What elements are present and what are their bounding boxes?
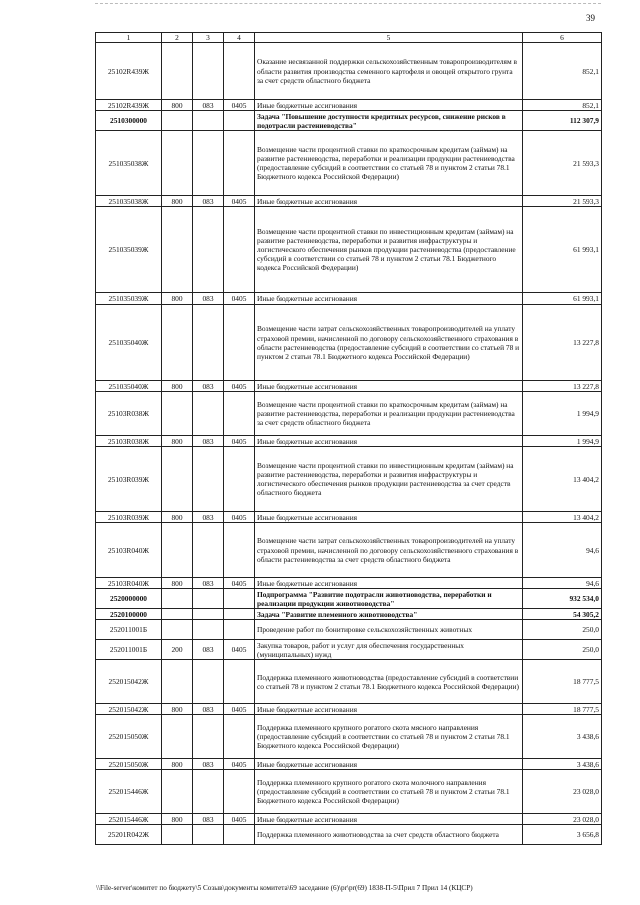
rz-cell: 083	[193, 640, 224, 660]
table-row	[96, 305, 602, 381]
pr-cell	[224, 620, 255, 640]
header-cell: 6	[523, 33, 602, 43]
rz-cell: 083	[193, 436, 224, 447]
rz-cell: 083	[193, 578, 224, 589]
kcsr-cell: 2510300000	[96, 111, 162, 131]
rz-cell	[193, 305, 224, 381]
pr-cell: 0405	[224, 704, 255, 715]
name-cell: Возмещение части процентной ставки по краткосрочным кредитам (займам) на развитие растениеводства, переработки и реализации продукции растениеводства за счет средств областного бюджета	[255, 392, 523, 436]
sum-cell: 21 593,3	[523, 196, 602, 207]
vr-cell: 800	[162, 759, 193, 770]
vr-cell	[162, 523, 193, 578]
vr-cell: 800	[162, 512, 193, 523]
kcsr-cell: 25103R038Ж	[96, 392, 162, 436]
kcsr-cell: 251035039Ж	[96, 207, 162, 293]
sum-cell: 112 307,9	[523, 111, 602, 131]
table-row	[96, 447, 602, 512]
table-row	[96, 660, 602, 704]
kcsr-cell: 251035040Ж	[96, 305, 162, 381]
header-cell: 3	[193, 33, 224, 43]
kcsr-cell: 25103R040Ж	[96, 523, 162, 578]
pr-cell: 0405	[224, 640, 255, 660]
table-row	[96, 640, 602, 660]
kcsr-cell: 25103R039Ж	[96, 512, 162, 523]
vr-cell	[162, 392, 193, 436]
pr-cell	[224, 589, 255, 609]
name-cell: Иные бюджетные ассигнования	[255, 196, 523, 207]
rz-cell: 083	[193, 704, 224, 715]
kcsr-cell: 25102R439Ж	[96, 100, 162, 111]
vr-cell	[162, 825, 193, 845]
pr-cell: 0405	[224, 196, 255, 207]
kcsr-cell: 25103R038Ж	[96, 436, 162, 447]
sum-cell: 1 994,9	[523, 392, 602, 436]
sum-cell: 3 656,8	[523, 825, 602, 845]
vr-cell: 800	[162, 100, 193, 111]
table-row	[96, 759, 602, 770]
budget-table	[95, 32, 602, 845]
name-cell: Возмещение части затрат сельскохозяйственных товаропроизводителей на уплату страховой премии, начисленной по договору сельскохозяйственного страхования в области растениеводства (предоставление субсидий в соответствии со статьей 78 и пунктом 2 статьи 78.1 Бюджетного кодекса Российской Федерации)	[255, 305, 523, 381]
pr-cell: 0405	[224, 578, 255, 589]
rz-cell	[193, 523, 224, 578]
sum-cell: 54 305,2	[523, 609, 602, 620]
table-row	[96, 381, 602, 392]
sum-cell: 23 028,0	[523, 770, 602, 814]
name-cell: Задача "Развитие племенного животноводства"	[255, 609, 523, 620]
rz-cell	[193, 770, 224, 814]
kcsr-cell: 252015446Ж	[96, 814, 162, 825]
kcsr-cell: 2520100000	[96, 609, 162, 620]
table-row	[96, 825, 602, 845]
sum-cell: 13 227,8	[523, 305, 602, 381]
pr-cell	[224, 111, 255, 131]
vr-cell: 800	[162, 814, 193, 825]
pr-cell	[224, 660, 255, 704]
vr-cell: 800	[162, 578, 193, 589]
vr-cell	[162, 715, 193, 759]
pr-cell: 0405	[224, 814, 255, 825]
rz-cell	[193, 447, 224, 512]
top-border-line	[95, 3, 601, 4]
rz-cell	[193, 715, 224, 759]
table-row	[96, 578, 602, 589]
name-cell: Подпрограмма "Развитие подотрасли животноводства, переработки и реализации продукции животноводства"	[255, 589, 523, 609]
vr-cell	[162, 207, 193, 293]
rz-cell	[193, 207, 224, 293]
name-cell: Иные бюджетные ассигнования	[255, 814, 523, 825]
kcsr-cell: 252011001Б	[96, 620, 162, 640]
rz-cell	[193, 131, 224, 196]
kcsr-cell: 25103R040Ж	[96, 578, 162, 589]
sum-cell: 3 438,6	[523, 759, 602, 770]
kcsr-cell: 2520000000	[96, 589, 162, 609]
name-cell: Иные бюджетные ассигнования	[255, 293, 523, 305]
kcsr-cell: 251035039Ж	[96, 293, 162, 305]
name-cell: Иные бюджетные ассигнования	[255, 436, 523, 447]
name-cell: Закупка товаров, работ и услуг для обеспечения государственных (муниципальных) нужд	[255, 640, 523, 660]
vr-cell	[162, 660, 193, 704]
rz-cell	[193, 620, 224, 640]
name-cell: Возмещение части процентной ставки по инвестиционным кредитам (займам) на развитие растениеводства, переработки и развития инфраструктуры и логистического обеспечения рынков продукции растениеводства за счет средств областного бюджета	[255, 447, 523, 512]
pr-cell: 0405	[224, 293, 255, 305]
table-row	[96, 111, 602, 131]
table-row	[96, 196, 602, 207]
vr-cell: 800	[162, 704, 193, 715]
table-row	[96, 436, 602, 447]
name-cell: Иные бюджетные ассигнования	[255, 512, 523, 523]
table-header-row	[96, 33, 602, 43]
table-row	[96, 715, 602, 759]
header-cell: 2	[162, 33, 193, 43]
kcsr-cell: 25201R042Ж	[96, 825, 162, 845]
kcsr-cell: 252015446Ж	[96, 770, 162, 814]
vr-cell	[162, 305, 193, 381]
sum-cell: 852,1	[523, 43, 602, 100]
table-row	[96, 100, 602, 111]
pr-cell: 0405	[224, 100, 255, 111]
kcsr-cell: 252015050Ж	[96, 715, 162, 759]
name-cell: Поддержка племенного животноводства за счет средств областного бюджета	[255, 825, 523, 845]
kcsr-cell: 251035038Ж	[96, 196, 162, 207]
sum-cell: 1 994,9	[523, 436, 602, 447]
file-path-footer: \\File-server\комитет по бюджету\5 Созыв\документы комитета\69 заседание (6)\рr\рr(69) 1838-П-5\Прил 7 Прил 14 (КЦСР)	[96, 884, 473, 892]
kcsr-cell: 252015042Ж	[96, 660, 162, 704]
pr-cell	[224, 715, 255, 759]
header-cell: 5	[255, 33, 523, 43]
pr-cell	[224, 305, 255, 381]
vr-cell: 200	[162, 640, 193, 660]
rz-cell: 083	[193, 814, 224, 825]
pr-cell	[224, 207, 255, 293]
kcsr-cell: 252015042Ж	[96, 704, 162, 715]
sum-cell: 932 534,0	[523, 589, 602, 609]
header-cell: 4	[224, 33, 255, 43]
table-row	[96, 770, 602, 814]
rz-cell	[193, 609, 224, 620]
name-cell: Иные бюджетные ассигнования	[255, 100, 523, 111]
sum-cell: 18 777,5	[523, 704, 602, 715]
name-cell: Иные бюджетные ассигнования	[255, 578, 523, 589]
table-row	[96, 589, 602, 609]
pr-cell	[224, 131, 255, 196]
pr-cell	[224, 523, 255, 578]
name-cell: Иные бюджетные ассигнования	[255, 759, 523, 770]
sum-cell: 13 404,2	[523, 447, 602, 512]
rz-cell	[193, 43, 224, 100]
table-row	[96, 620, 602, 640]
name-cell: Поддержка племенного животноводства (предоставление субсидий в соответствии со статьей 78 и пунктом 2 статьи 78.1 Бюджетного кодекса Российской Федерации)	[255, 660, 523, 704]
name-cell: Возмещение части процентной ставки по краткосрочным кредитам (займам) на развитие растениеводства, переработки и реализации продукции растениеводства (предоставление субсидий в соответствии со статьей 78 и пунктом 2 статьи 78.1 Бюджетного кодекса Российской Федерации)	[255, 131, 523, 196]
rz-cell: 083	[193, 100, 224, 111]
name-cell: Поддержка племенного крупного рогатого скота мясного направления (предоставление субсидий в соответствии со статьей 78 и пунктом 2 статьи 78.1 Бюджетного кодекса Российской Федерации)	[255, 715, 523, 759]
table-row	[96, 392, 602, 436]
pr-cell	[224, 770, 255, 814]
pr-cell	[224, 392, 255, 436]
name-cell: Иные бюджетные ассигнования	[255, 704, 523, 715]
table-row	[96, 207, 602, 293]
vr-cell: 800	[162, 381, 193, 392]
sum-cell: 852,1	[523, 100, 602, 111]
name-cell: Проведение работ по бонитировке сельскохозяйственных животных	[255, 620, 523, 640]
sum-cell: 250,0	[523, 640, 602, 660]
sum-cell: 3 438,6	[523, 715, 602, 759]
pr-cell: 0405	[224, 759, 255, 770]
table-row	[96, 293, 602, 305]
name-cell: Возмещение части затрат сельскохозяйственных товаропроизводителей на уплату страховой премии, начисленной по договору сельскохозяйственного страхования в области растениеводства за счет средств областного бюджета	[255, 523, 523, 578]
sum-cell: 13 404,2	[523, 512, 602, 523]
kcsr-cell: 252011001Б	[96, 640, 162, 660]
vr-cell	[162, 43, 193, 100]
sum-cell: 250,0	[523, 620, 602, 640]
pr-cell: 0405	[224, 512, 255, 523]
pr-cell	[224, 609, 255, 620]
table-row	[96, 814, 602, 825]
pr-cell: 0405	[224, 381, 255, 392]
vr-cell: 800	[162, 196, 193, 207]
sum-cell: 61 993,1	[523, 207, 602, 293]
sum-cell: 23 028,0	[523, 814, 602, 825]
table-row	[96, 131, 602, 196]
name-cell: Задача "Повышение доступности кредитных ресурсов, снижение рисков в подотрасли растениеводства"	[255, 111, 523, 131]
table-row	[96, 609, 602, 620]
pr-cell	[224, 825, 255, 845]
rz-cell: 083	[193, 512, 224, 523]
vr-cell: 800	[162, 436, 193, 447]
pr-cell: 0405	[224, 436, 255, 447]
sum-cell: 18 777,5	[523, 660, 602, 704]
vr-cell	[162, 620, 193, 640]
pr-cell	[224, 43, 255, 100]
rz-cell: 083	[193, 381, 224, 392]
rz-cell	[193, 660, 224, 704]
name-cell: Оказание несвязанной поддержки сельскохозяйственным товаропроизводителям в области развития производства семенного картофеля и овощей открытого грунта за счет средств областного бюджета	[255, 43, 523, 100]
name-cell: Возмещение части процентной ставки по инвестиционным кредитам (займам) на развитие растениеводства, переработки и развития инфраструктуры и логистического обеспечения рынков продукции растениеводства (предоставление субсидий в соответствии со статьей 78 и пунктом 2 статьи 78.1 Бюджетного кодекса Российской Федерации)	[255, 207, 523, 293]
vr-cell	[162, 111, 193, 131]
kcsr-cell: 252015050Ж	[96, 759, 162, 770]
sum-cell: 21 593,3	[523, 131, 602, 196]
vr-cell	[162, 589, 193, 609]
sum-cell: 13 227,8	[523, 381, 602, 392]
kcsr-cell: 251035040Ж	[96, 381, 162, 392]
sum-cell: 94,6	[523, 578, 602, 589]
rz-cell	[193, 589, 224, 609]
vr-cell: 800	[162, 293, 193, 305]
vr-cell	[162, 447, 193, 512]
rz-cell	[193, 392, 224, 436]
vr-cell	[162, 770, 193, 814]
rz-cell: 083	[193, 293, 224, 305]
rz-cell	[193, 111, 224, 131]
rz-cell	[193, 825, 224, 845]
vr-cell	[162, 609, 193, 620]
pr-cell	[224, 447, 255, 512]
table-row	[96, 704, 602, 715]
table-row	[96, 523, 602, 578]
kcsr-cell: 25103R039Ж	[96, 447, 162, 512]
page-number: 39	[586, 13, 595, 23]
sum-cell: 61 993,1	[523, 293, 602, 305]
kcsr-cell: 25102R439Ж	[96, 43, 162, 100]
rz-cell: 083	[193, 196, 224, 207]
sum-cell: 94,6	[523, 523, 602, 578]
name-cell: Поддержка племенного крупного рогатого скота молочного направления (предоставление субсидий в соответствии со статьей 78 и пунктом 2 статьи 78.1 Бюджетного кодекса Российской Федерации)	[255, 770, 523, 814]
table-row	[96, 512, 602, 523]
kcsr-cell: 251035038Ж	[96, 131, 162, 196]
header-cell: 1	[96, 33, 162, 43]
name-cell: Иные бюджетные ассигнования	[255, 381, 523, 392]
table-row	[96, 43, 602, 100]
rz-cell: 083	[193, 759, 224, 770]
vr-cell	[162, 131, 193, 196]
